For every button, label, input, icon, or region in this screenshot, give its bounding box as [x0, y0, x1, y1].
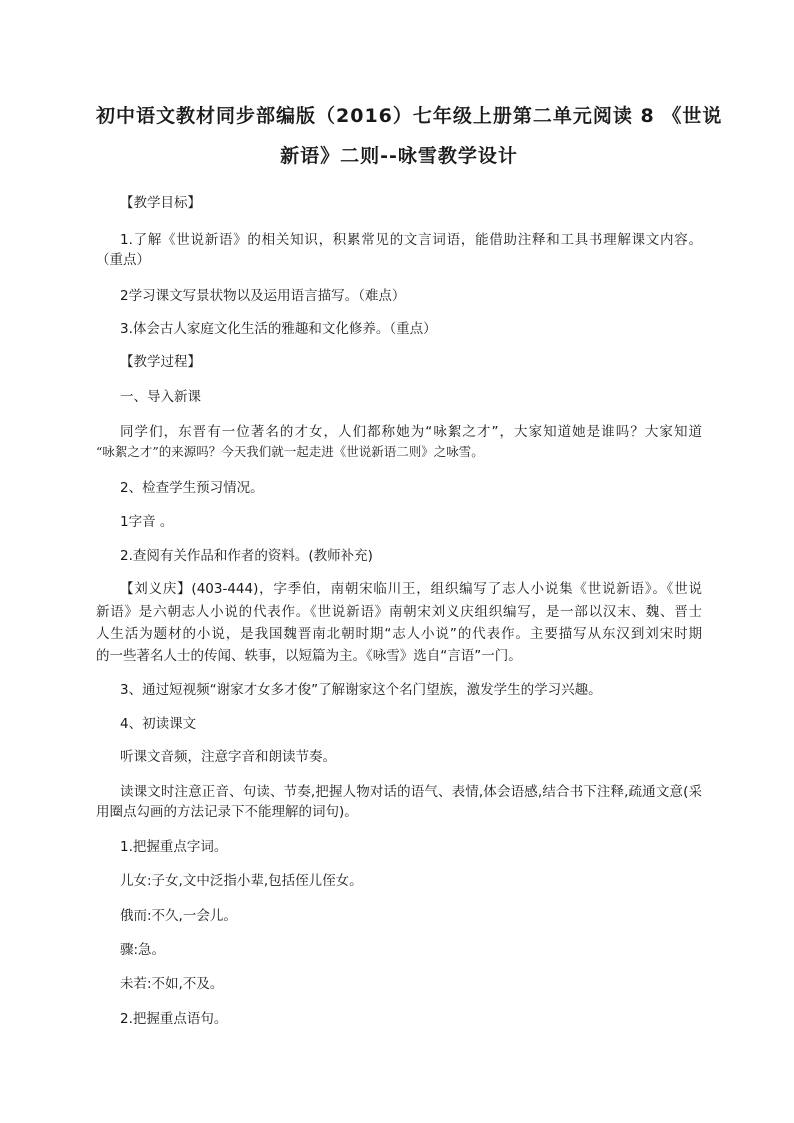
author-paragraph: 【刘义庆】(403-444)，字季伯，南朝宋临川王，组织编写了志人小说集《世说新语》。《世说 — [120, 581, 702, 597]
document-title-line-2: 新语》二则--咏雪教学设计 — [280, 145, 518, 167]
key-word-weiruo: 未若:不如,不及。 — [120, 976, 224, 992]
key-word-eer: 俄而:不久,一会儿。 — [120, 908, 237, 924]
step-heading-intro: 一、导入新课 — [120, 389, 201, 405]
key-word-ernv: 儿女:子女,文中泛指小辈,包括侄儿侄女。 — [120, 873, 363, 889]
reading-instruction-detail-continued: 用圈点勾画的方法记录下不能理解的词句)。 — [96, 804, 358, 820]
objective-1: 1.了解《世说新语》的相关知识，积累常见的文言词语，能借助注释和工具书理解课文内容。 — [120, 232, 702, 248]
author-paragraph-line-4: 的一些著名人士的传闻、轶事，以短篇为主。《咏雪》选自“言语”一门。 — [96, 648, 522, 664]
reading-instruction-detail: 读课文时注意正音、句读、节奏,把握人物对话的语气、表情,体会语感,结合书下注释,疏通文意(采 — [120, 784, 702, 800]
author-paragraph-line-2: 新语》是六朝志人小说的代表作。《世说新语》南朝宋刘义庆组织编写，是一部以汉末、魏、晋士 — [96, 604, 702, 620]
step-heading-first-reading: 4、初读课文 — [120, 716, 197, 732]
objective-3: 3.体会古人家庭文化生活的雅趣和文化修养。（重点） — [120, 321, 437, 337]
step-heading-video: 3、通过短视频“谢家才女多才俊”了解谢家这个名门望族，激发学生的学习兴趣。 — [120, 682, 602, 698]
preview-item-pronunciation: 1字音 。 — [120, 514, 174, 530]
key-words-heading: 1.把握重点字词。 — [120, 839, 228, 855]
section-heading-process: 【教学过程】 — [120, 354, 201, 370]
key-word-zhou: 骤:急。 — [120, 942, 166, 958]
objective-2: 2学习课文写景状物以及运用语言描写。（难点） — [120, 288, 406, 304]
intro-paragraph: 同学们，东晋有一位著名的才女，人们都称她为“咏絮之才”，大家知道她是谁吗？大家知道 — [120, 424, 702, 440]
preview-item-materials: 2.查阅有关作品和作者的资料。(教师补充) — [120, 548, 373, 564]
key-sentences-heading: 2.把握重点语句。 — [120, 1011, 228, 1027]
author-paragraph-line-3: 人生活为题材的小说，是我国魏晋南北朝时期“志人小说”的代表作。主要描写从东汉到刘宋时期 — [96, 626, 702, 642]
step-heading-preview-check: 2、检查学生预习情况。 — [120, 480, 264, 496]
reading-instruction-audio: 听课文音频，注意字音和朗读节奏。 — [120, 749, 336, 765]
document-title-line-1: 初中语文教材同步部编版（2016）七年级上册第二单元阅读 8 《世说 — [96, 105, 723, 127]
intro-paragraph-continued: “咏絮之才”的来源吗？今天我们就一起走进《世说新语二则》之咏雪。 — [96, 444, 484, 459]
objective-1-continued: （重点） — [96, 252, 150, 268]
section-heading-objectives: 【教学目标】 — [120, 195, 201, 211]
